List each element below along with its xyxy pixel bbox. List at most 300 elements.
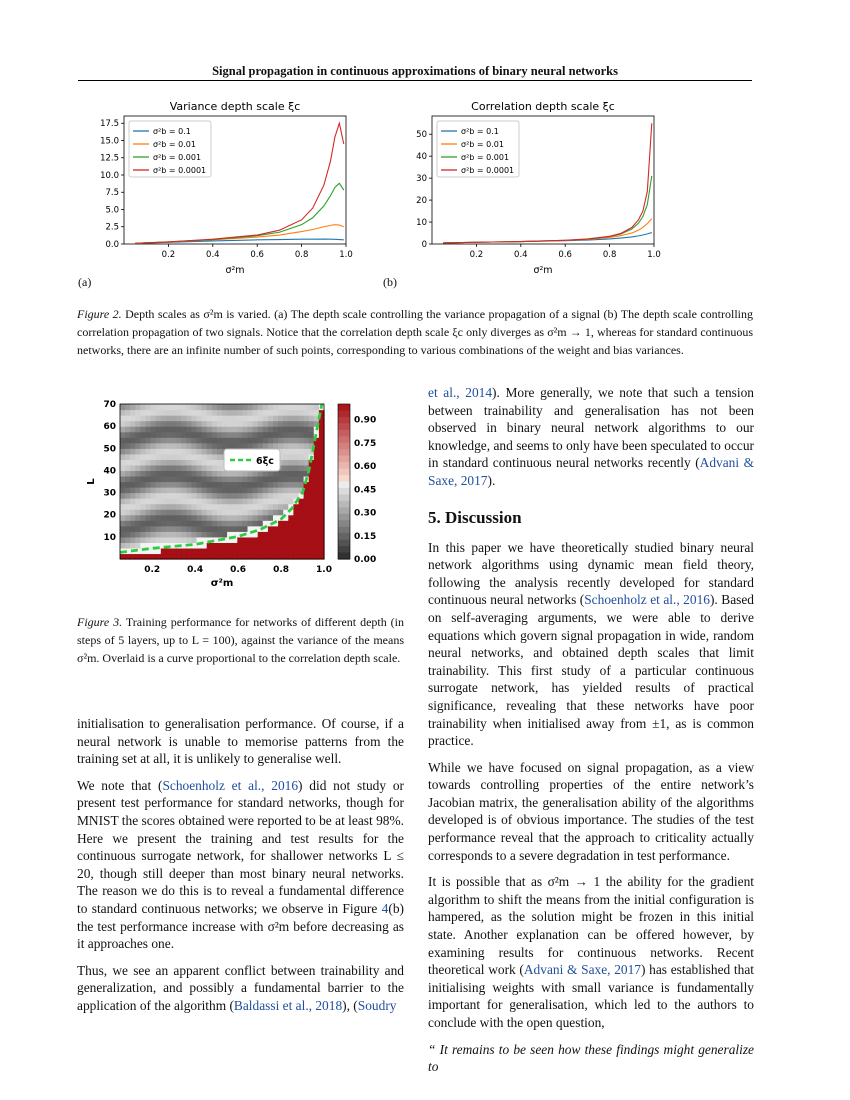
heatmap-cell <box>156 493 162 499</box>
heatmap-cell <box>278 537 284 543</box>
heatmap-cell <box>151 426 157 432</box>
heatmap-cell <box>186 498 192 504</box>
heatmap-cell <box>293 454 299 460</box>
heatmap-cell <box>283 443 289 449</box>
heatmap-cell <box>222 531 228 537</box>
heatmap-cell <box>202 487 208 493</box>
heatmap-cell <box>212 482 218 488</box>
heatmap-cell <box>217 454 223 460</box>
heatmap-cell <box>268 487 274 493</box>
heatmap-cell <box>273 542 279 548</box>
heatmap-cell <box>125 459 131 465</box>
heatmap-cell <box>176 476 182 482</box>
heatmap-cell <box>268 482 274 488</box>
heatmap-cell <box>314 526 320 532</box>
x-axis-label: σ²m <box>533 265 553 276</box>
heatmap-cell <box>197 465 203 471</box>
heatmap-cell <box>202 476 208 482</box>
heatmap-cell <box>217 476 223 482</box>
heatmap-cell <box>263 432 269 438</box>
heatmap-cell <box>304 437 310 443</box>
heatmap-cell <box>222 526 228 532</box>
heatmap-cell <box>304 421 310 427</box>
heatmap-cell <box>197 459 203 465</box>
heatmap-cell <box>161 498 167 504</box>
heatmap-cell <box>253 493 259 499</box>
heatmap-cell <box>156 421 162 427</box>
heatmap-cell <box>186 537 192 543</box>
heatmap-cell <box>202 415 208 421</box>
heatmap-cell <box>232 487 238 493</box>
heatmap-cell <box>120 404 126 410</box>
heatmap-cell <box>248 537 254 543</box>
heatmap-cell <box>176 548 182 554</box>
heatmap-cell <box>146 504 152 510</box>
heatmap-cell <box>217 542 223 548</box>
heatmap-cell <box>273 548 279 554</box>
heatmap-cell <box>186 548 192 554</box>
heatmap-cell <box>304 454 310 460</box>
series-line <box>135 239 344 243</box>
heatmap-cell <box>242 542 248 548</box>
heatmap-cell <box>166 509 172 515</box>
heatmap-cell <box>186 520 192 526</box>
heatmap-cell <box>191 487 197 493</box>
heatmap-cell <box>227 432 233 438</box>
heatmap-cell <box>161 470 167 476</box>
heatmap-cell <box>314 493 320 499</box>
heatmap-cell <box>120 470 126 476</box>
heatmap-cell <box>191 465 197 471</box>
heatmap-cell <box>288 493 294 499</box>
heatmap-cell <box>222 504 228 510</box>
heatmap-cell <box>227 515 233 521</box>
heatmap-cell <box>232 415 238 421</box>
heatmap-cell <box>237 437 243 443</box>
heatmap-cell <box>135 509 141 515</box>
heatmap-cell <box>186 526 192 532</box>
heatmap-cell <box>263 415 269 421</box>
y-tick-label: 17.5 <box>100 119 119 130</box>
heatmap-cell <box>140 415 146 421</box>
heatmap-cell <box>283 437 289 443</box>
heatmap-cell <box>186 470 192 476</box>
heatmap-cell <box>212 470 218 476</box>
heatmap-cell <box>181 487 187 493</box>
heatmap-cell <box>227 493 233 499</box>
heatmap-cell <box>146 421 152 427</box>
heatmap-cell <box>253 410 259 416</box>
heatmap-cell <box>176 537 182 543</box>
heatmap-cell <box>288 487 294 493</box>
heatmap-cell <box>248 421 254 427</box>
heatmap-cell <box>171 448 177 454</box>
heatmap-cell <box>156 515 162 521</box>
heatmap-cell <box>304 498 310 504</box>
heatmap-cell <box>304 404 310 410</box>
heatmap-cell <box>176 520 182 526</box>
heatmap-cell <box>248 415 254 421</box>
heatmap-cell <box>197 504 203 510</box>
heatmap-cell <box>202 421 208 427</box>
series-line <box>443 219 652 243</box>
right-paragraph-1 <box>428 539 754 750</box>
heatmap-cell <box>278 493 284 499</box>
heatmap-cell <box>212 443 218 449</box>
heatmap-cell <box>135 520 141 526</box>
chart-title: Correlation depth scale ξc <box>471 100 615 113</box>
heatmap-cell <box>283 415 289 421</box>
heatmap-cell <box>253 426 259 432</box>
heatmap-cell <box>120 432 126 438</box>
heatmap-cell <box>288 482 294 488</box>
heatmap-cell <box>222 437 228 443</box>
citation-link[interactable]: et al., 2014 <box>428 385 493 400</box>
heatmap-cell <box>253 509 259 515</box>
heatmap-cell <box>237 537 243 543</box>
heatmap-cell <box>232 443 238 449</box>
heatmap-cell <box>283 476 289 482</box>
heatmap-cell <box>120 437 126 443</box>
heatmap-cell <box>237 548 243 554</box>
heatmap-cell <box>202 437 208 443</box>
heatmap-cell <box>176 493 182 499</box>
heatmap-cell <box>268 421 274 427</box>
heatmap-cell <box>212 487 218 493</box>
heatmap-cell <box>197 415 203 421</box>
right-paragraph-0 <box>428 384 754 490</box>
heatmap-cell <box>263 498 269 504</box>
heatmap-cell <box>202 498 208 504</box>
heatmap-cell <box>304 432 310 438</box>
heatmap-cell <box>202 465 208 471</box>
heatmap-cell <box>146 454 152 460</box>
heatmap-cell <box>176 515 182 521</box>
citation-link[interactable]: Baldassi et al., 2018 <box>233 997 343 1013</box>
x-tick-label: 1.0 <box>339 250 353 260</box>
colorbar-tick-label: 0.75 <box>354 438 377 449</box>
heatmap-cell <box>156 504 162 510</box>
heatmap-cell <box>171 526 177 532</box>
x-tick-label: 0.4 <box>187 565 204 575</box>
heatmap-cell <box>125 520 131 526</box>
heatmap-cell <box>186 493 192 499</box>
heatmap-cell <box>258 520 264 526</box>
heatmap-cell <box>288 542 294 548</box>
heatmap-cell <box>227 548 233 554</box>
heatmap-cell <box>146 470 152 476</box>
heatmap-cell <box>125 542 131 548</box>
heatmap-cell <box>309 548 315 554</box>
heatmap-cell <box>140 465 146 471</box>
heatmap-cell <box>156 537 162 543</box>
heatmap-cell <box>227 504 233 510</box>
heatmap-cell <box>166 493 172 499</box>
heatmap-cell <box>197 443 203 449</box>
heatmap-cell <box>161 432 167 438</box>
heatmap-cell <box>181 459 187 465</box>
heatmap-cell <box>140 493 146 499</box>
heatmap-cell <box>186 410 192 416</box>
heatmap-cell <box>278 437 284 443</box>
legend-label: 6ξc <box>256 456 274 467</box>
heatmap-cell <box>176 410 182 416</box>
citation-link[interactable]: Schoenholz et al., 2016 <box>162 777 299 793</box>
heatmap-cell <box>125 476 131 482</box>
heatmap-cell <box>130 493 136 499</box>
heatmap-cell <box>140 443 146 449</box>
series-line <box>135 183 344 243</box>
heatmap-cell <box>207 459 213 465</box>
heatmap-cell <box>237 432 243 438</box>
heatmap-cell <box>125 404 131 410</box>
heatmap-cell <box>314 515 320 521</box>
figure-link[interactable]: 4 <box>381 900 389 916</box>
heatmap-cell <box>120 509 126 515</box>
heatmap-cell <box>212 421 218 427</box>
heatmap-cell <box>156 443 162 449</box>
heatmap-cell <box>135 493 141 499</box>
heatmap-cell <box>146 459 152 465</box>
heatmap-cell <box>176 470 182 476</box>
heatmap-cell <box>288 459 294 465</box>
x-axis-label: σ²m <box>225 265 245 276</box>
heatmap-cell <box>217 487 223 493</box>
heatmap-cell <box>176 465 182 471</box>
heatmap-cell <box>242 415 248 421</box>
heatmap-cell <box>156 520 162 526</box>
heatmap-cell <box>212 548 218 554</box>
heatmap-cell <box>293 542 299 548</box>
heatmap-cell <box>293 509 299 515</box>
heatmap-cell <box>197 515 203 521</box>
heatmap-cell <box>130 482 136 488</box>
heatmap-cell <box>248 482 254 488</box>
heatmap-cell <box>130 443 136 449</box>
colorbar-segment <box>338 404 350 411</box>
heatmap-cell <box>248 509 254 515</box>
heatmap-cell <box>288 432 294 438</box>
colorbar-tick-label: 0.00 <box>354 555 377 565</box>
heatmap-cell <box>191 459 197 465</box>
variance-depth-chart <box>88 98 356 278</box>
y-tick-label: 20 <box>103 510 116 521</box>
left-paragraph-1: initialisation to generalisation performance. Of course, if a neural network is unable to memorise patterns from the training set at all, it is unlikely to generalise well. <box>77 716 404 767</box>
heatmap-cell <box>304 448 310 454</box>
heatmap-cell <box>314 459 320 465</box>
heatmap-cell <box>299 476 305 482</box>
heatmap-cell <box>181 448 187 454</box>
heatmap-cell <box>222 410 228 416</box>
heatmap-cell <box>248 432 254 438</box>
citation-link[interactable]: Schoenholz et al., 2016 <box>584 592 710 608</box>
heatmap-cell <box>232 520 238 526</box>
heatmap-cell <box>197 426 203 432</box>
heatmap-cell <box>171 432 177 438</box>
heatmap-cell <box>140 454 146 460</box>
heatmap-cell <box>166 426 172 432</box>
heatmap-cell <box>222 493 228 499</box>
heatmap-cell <box>202 493 208 499</box>
heatmap-cell <box>176 443 182 449</box>
heatmap-cell <box>166 476 172 482</box>
heatmap-cell <box>283 542 289 548</box>
heatmap-cell <box>202 410 208 416</box>
heatmap-cell <box>278 404 284 410</box>
heatmap-cell <box>202 531 208 537</box>
heatmap-cell <box>151 509 157 515</box>
heatmap-cell <box>217 448 223 454</box>
heatmap-cell <box>146 448 152 454</box>
heatmap-cell <box>237 415 243 421</box>
heatmap-cell <box>237 443 243 449</box>
heatmap-cell <box>217 548 223 554</box>
heatmap-cell <box>268 476 274 482</box>
heatmap-cell <box>242 421 248 427</box>
citation-link[interactable]: Soudry <box>357 997 397 1013</box>
heatmap-cell <box>140 426 146 432</box>
heatmap-cell <box>273 443 279 449</box>
heatmap-cell <box>273 537 279 543</box>
heatmap-cell <box>273 421 279 427</box>
heatmap-cell <box>135 526 141 532</box>
heatmap-cell <box>151 498 157 504</box>
heatmap-cell <box>171 531 177 537</box>
heatmap-cell <box>120 443 126 449</box>
heatmap-cell <box>248 410 254 416</box>
section-heading: 5. Discussion <box>428 507 522 527</box>
heatmap-cell <box>171 426 177 432</box>
heatmap-cell <box>212 476 218 482</box>
text-run: (b) the test performance increase with σ²m before decreasing as it approaches one. <box>77 900 404 952</box>
heatmap-cell <box>248 548 254 554</box>
heatmap-cell <box>293 476 299 482</box>
heatmap-cell <box>202 504 208 510</box>
heatmap-cell <box>207 432 213 438</box>
heatmap-cell <box>181 421 187 427</box>
heatmap-cell <box>151 465 157 471</box>
citation-link[interactable]: Advani & Saxe, 2017 <box>428 455 755 488</box>
heatmap-cell <box>263 487 269 493</box>
heatmap-cell <box>237 526 243 532</box>
text-run: ). Based on self-averaging arguments, we were able to derive equations which govern signal propagation in wide, random neural networks, and obtained depth scales that limit trainability. This first study of a particular continuous surrogate network, has yielded results of practical significance, revealing that these networks have poor trainability when initialised away from ±1, as is common practice. <box>428 592 754 749</box>
heatmap-cell <box>135 498 141 504</box>
heatmap-cell <box>130 520 136 526</box>
heatmap-cell <box>125 421 131 427</box>
heatmap-cell <box>176 482 182 488</box>
heatmap-cell <box>176 531 182 537</box>
heatmap-cell <box>299 548 305 554</box>
heatmap-cell <box>125 437 131 443</box>
heatmap-cell <box>135 454 141 460</box>
heatmap-cell <box>171 487 177 493</box>
heatmap-cell <box>278 526 284 532</box>
heatmap-cell <box>253 542 259 548</box>
heatmap-cell <box>253 421 259 427</box>
heatmap-cell <box>242 482 248 488</box>
heatmap-cell <box>191 415 197 421</box>
training-heatmap <box>82 392 402 587</box>
heatmap-cell <box>181 515 187 521</box>
heatmap-cell <box>232 526 238 532</box>
y-tick-label: 20 <box>416 196 427 207</box>
heatmap-cell <box>140 410 146 416</box>
heatmap-cell <box>161 482 167 488</box>
legend-label: σ²b = 0.0001 <box>461 166 515 175</box>
heatmap-cell <box>237 504 243 510</box>
heatmap-cell <box>212 459 218 465</box>
heatmap-cell <box>309 498 315 504</box>
heatmap-cell <box>191 432 197 438</box>
heatmap-cell <box>293 482 299 488</box>
heatmap-cell <box>242 410 248 416</box>
heatmap-cell <box>146 537 152 543</box>
colorbar-segment <box>338 436 350 443</box>
heatmap-cell <box>171 437 177 443</box>
heatmap-cell <box>140 404 146 410</box>
colorbar-segment <box>338 417 350 424</box>
heatmap-cell <box>151 487 157 493</box>
heatmap-cell <box>283 482 289 488</box>
y-tick-label: 30 <box>416 174 427 185</box>
heatmap-cell <box>166 415 172 421</box>
heatmap-cell <box>258 542 264 548</box>
heatmap-cell <box>156 426 162 432</box>
heatmap-cell <box>288 410 294 416</box>
heatmap-cell <box>232 515 238 521</box>
heatmap-cell <box>278 509 284 515</box>
heatmap-cell <box>125 498 131 504</box>
heatmap-cell <box>161 426 167 432</box>
heatmap-cell <box>181 498 187 504</box>
heatmap-cell <box>125 426 131 432</box>
heatmap-cell <box>283 493 289 499</box>
heatmap-cell <box>191 515 197 521</box>
heatmap-cell <box>288 443 294 449</box>
heatmap-cell <box>130 410 136 416</box>
heatmap-cell <box>186 404 192 410</box>
heatmap-cell <box>309 542 315 548</box>
heatmap-cell <box>263 437 269 443</box>
heatmap-cell <box>309 537 315 543</box>
heatmap-cell <box>314 487 320 493</box>
heatmap-cell <box>171 459 177 465</box>
heatmap-cell <box>212 531 218 537</box>
y-tick-label: 30 <box>103 488 116 499</box>
heatmap-cell <box>120 498 126 504</box>
heatmap-cell <box>166 465 172 471</box>
heatmap-cell <box>207 515 213 521</box>
heatmap-cell <box>130 537 136 543</box>
heatmap-cell <box>125 526 131 532</box>
heatmap-cell <box>299 432 305 438</box>
series-line <box>443 176 652 243</box>
heatmap-cell <box>232 476 238 482</box>
heatmap-cell <box>125 515 131 521</box>
heatmap-cell <box>248 404 254 410</box>
citation-link[interactable]: Advani & Saxe, 2017 <box>523 962 641 978</box>
colorbar-segment <box>338 456 350 463</box>
colorbar-segment <box>338 423 350 430</box>
heatmap-cell <box>151 520 157 526</box>
y-tick-label: 10 <box>103 532 116 543</box>
heatmap-cell <box>135 531 141 537</box>
heatmap-cell <box>130 470 136 476</box>
heatmap-cell <box>197 437 203 443</box>
heatmap-cell <box>278 476 284 482</box>
heatmap-cell <box>197 470 203 476</box>
heatmap-cell <box>217 509 223 515</box>
